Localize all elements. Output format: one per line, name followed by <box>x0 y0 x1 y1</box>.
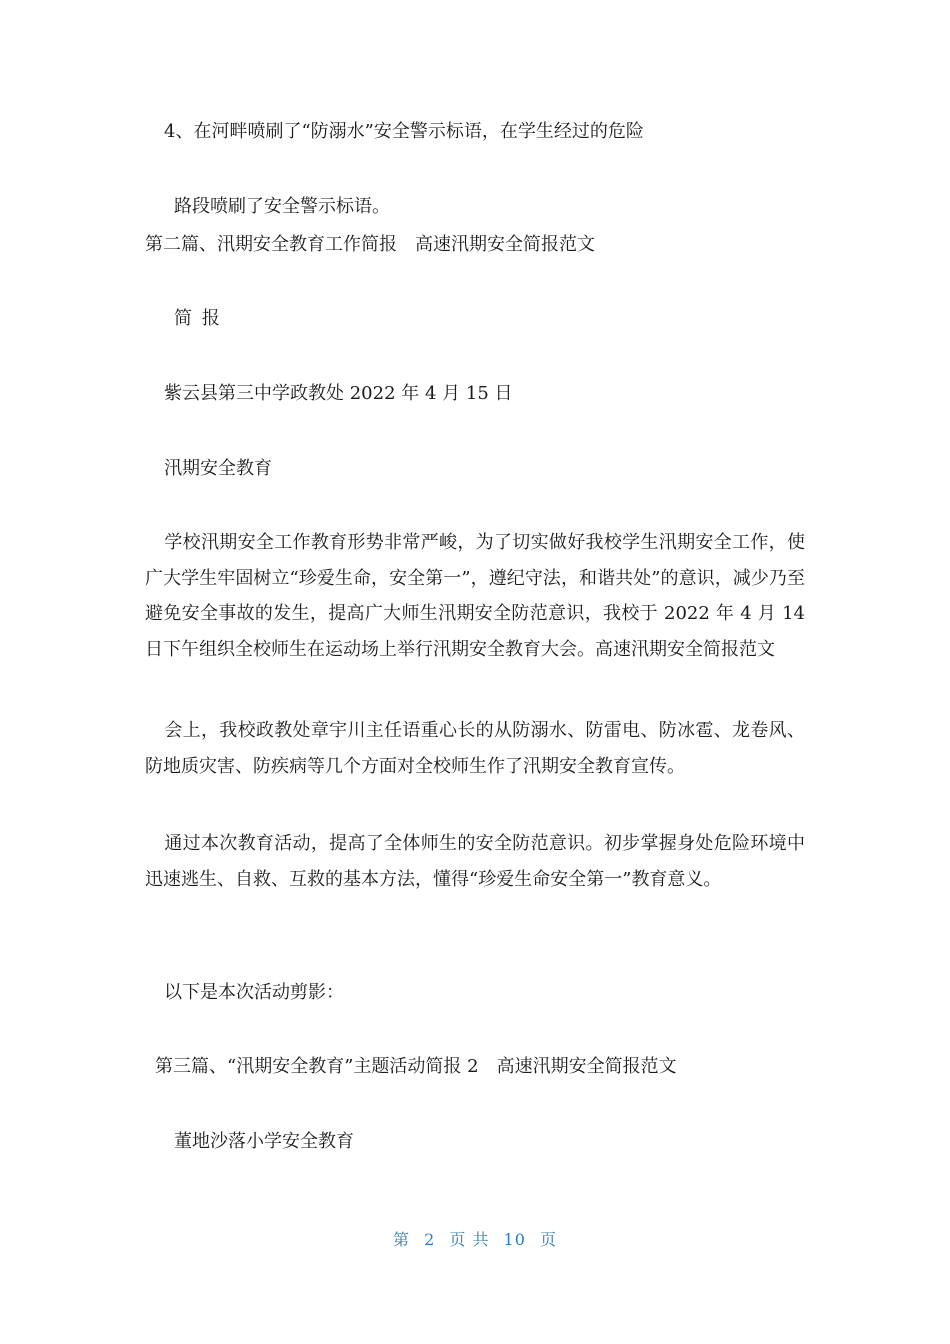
section-heading-3: 第三篇、“汛期安全教育”主题活动简报 2 高速汛期安全简报范文 <box>155 1056 677 1077</box>
footer-total-pages: 10 <box>503 1230 526 1249</box>
list-item-4-line1: 4、在河畔喷刷了“防溺水”安全警示标语，在学生经过的危险 <box>164 121 644 142</box>
issuer-date-line: 紫云县第三中学政教处 2022 年 4 月 15 日 <box>164 383 513 404</box>
school-line: 董地沙落小学安全教育 <box>174 1131 354 1152</box>
footer-mid: 页 共 <box>449 1230 490 1249</box>
list-item-4-line2: 路段喷刷了安全警示标语。 <box>174 196 390 217</box>
paragraph-2 <box>145 713 805 784</box>
footer-suffix: 页 <box>540 1230 558 1249</box>
footer-current-page: 2 <box>424 1230 436 1249</box>
photos-intro: 以下是本次活动剪影： <box>164 982 344 1003</box>
paragraph-1-text: 学校汛期安全工作教育形势非常严峻，为了切实做好我校学生汛期安全工作，使广大学生牢固树立“珍爱生命，安全第一”，遵纪守法，和谐共处”的意识，减少乃至避免安全事故的发生，提高广大师生汛期安全防范意识，我校于 2022 年 4 月 14 日下午组织全校师生在运动场上举行汛期安全教育大会。高速汛期安全简报范文 <box>145 532 805 660</box>
paragraph-3-text: 通过本次教育活动，提高了全体师生的安全防范意识。初步掌握身处危险环境中迅速逃生、自救、互救的基本方法，懂得“珍爱生命安全第一”教育意义。 <box>145 833 805 890</box>
section-heading-2: 第二篇、汛期安全教育工作简报 高速汛期安全简报范文 <box>145 234 595 255</box>
footer-prefix: 第 <box>392 1230 410 1249</box>
paragraph-1 <box>145 525 805 667</box>
page-footer <box>0 1227 950 1250</box>
subtitle: 汛期安全教育 <box>164 458 272 479</box>
paragraph-3 <box>145 826 805 897</box>
paragraph-2-text: 会上，我校政教处章宇川主任语重心长的从防溺水、防雷电、防冰雹、龙卷风、防地质灾害、防疾病等几个方面对全校师生作了汛期安全教育宣传。 <box>145 720 805 777</box>
bulletin-title: 简 报 <box>174 308 222 329</box>
